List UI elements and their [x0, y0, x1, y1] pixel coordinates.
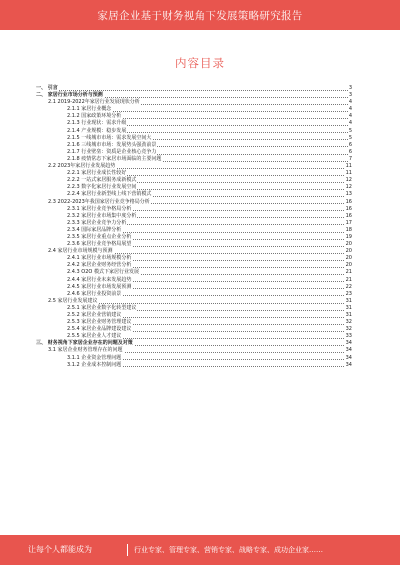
toc-entry-page: 31 — [345, 312, 352, 318]
toc-entry-label: 2.2.1 家居行业成长性较好 — [67, 170, 127, 177]
toc-entry[interactable] — [36, 227, 352, 234]
report-title: 家居企业基于财务视角下发展策略研究报告 — [97, 10, 303, 22]
toc-entry-page: 34 — [345, 361, 352, 368]
toc-entry-page: 20 — [345, 248, 352, 255]
toc-entry-page: 19 — [345, 233, 352, 240]
toc-entry-page: 4 — [348, 106, 352, 113]
toc-entry-label: 2.1.7 行业壁垒：资质是企业核心竞争力 — [67, 148, 157, 155]
toc-entry-label: 2.1.2 国家政策环境分析 — [67, 113, 122, 120]
toc-entry-page: 4 — [348, 113, 352, 120]
toc-entry-label: 2.1.4 产业规模：稳步发展 — [67, 127, 127, 134]
toc-entry-label: 三、 财务视角下家居企业存在的问题及对策 — [36, 340, 133, 347]
toc-entry-label: 2.3.5 家居行业重点企业分析 — [67, 233, 132, 240]
toc-entry-label: 2.5.3 家居企业财务管理建议 — [67, 319, 132, 326]
table-of-contents — [36, 85, 352, 369]
toc-entry[interactable] — [36, 156, 352, 163]
toc-entry-label: 2.3 2022-2023年我国家居行业竞争格局分析 — [48, 198, 150, 205]
toc-entry-page: 21 — [345, 276, 352, 283]
footer-bar — [0, 535, 400, 565]
toc-entry-label: 2.5 家居行业发展建议 — [48, 297, 98, 304]
dot-leader — [36, 90, 352, 91]
toc-entry-page: 7 — [348, 155, 352, 162]
toc-entry-page: 20 — [345, 241, 352, 248]
toc-entry-label: 2.3.6 家居行业竞争格局展望 — [67, 241, 132, 248]
toc-entry[interactable] — [36, 234, 352, 241]
toc-entry[interactable] — [36, 220, 352, 227]
toc-entry-label: 2.3.2 家居行业市场集中度分析 — [67, 212, 137, 219]
toc-entry-label: 2.1.6 三线城市市场：发展势头强劲前景 — [67, 141, 157, 148]
toc-entry-page: 5 — [348, 134, 352, 141]
toc-entry-page: 4 — [348, 120, 352, 127]
toc-heading: 内容目录 — [175, 56, 225, 70]
toc-entry[interactable] — [36, 199, 352, 206]
toc-entry-label: 3.1.2 企业成本控制问题 — [67, 361, 122, 368]
toc-entry[interactable] — [36, 284, 352, 291]
toc-entry-page: 3 — [348, 92, 352, 99]
toc-entry-label: 2.3.1 家居行业竞争格局分析 — [67, 205, 132, 212]
toc-entry[interactable] — [36, 291, 352, 298]
toc-entry-label: 二、 家居行业市场分析与预测 — [36, 92, 103, 99]
toc-entry[interactable] — [36, 362, 352, 369]
toc-entry-page: 23 — [345, 290, 352, 297]
toc-entry-page: 20 — [345, 262, 352, 269]
toc-entry-page: 11 — [345, 170, 352, 177]
toc-entry-page: 21 — [345, 269, 352, 276]
toc-entry-label: 一、 引言 — [36, 85, 58, 91]
toc-entry[interactable] — [36, 120, 352, 127]
toc-entry-page: 33 — [345, 333, 352, 340]
toc-entry-page: 12 — [345, 184, 352, 191]
toc-entry-page: 5 — [348, 127, 352, 134]
toc-entry-label: 2.4 家居行业市场规模与预测 — [48, 248, 113, 255]
toc-entry[interactable] — [36, 206, 352, 213]
toc-entry[interactable] — [36, 213, 352, 220]
toc-entry-page: 12 — [345, 177, 352, 184]
toc-entry-label: 3.1.1 企业资金管理问题 — [67, 354, 122, 361]
footer-divider — [127, 544, 128, 556]
toc-entry-label: 2.2 2023年家居行业发展趋势 — [48, 163, 116, 170]
header-bar — [0, 0, 400, 30]
toc-entry-label: 2.4.1 家居行业市场规模分析 — [67, 255, 132, 262]
toc-entry-page: 32 — [345, 319, 352, 326]
footer-slogan: 让每个人都能成为 — [28, 545, 92, 554]
toc-entry-label: 2.5.1 家居企业数字化转型建议 — [67, 304, 137, 311]
toc-entry[interactable] — [36, 355, 352, 362]
toc-entry-label: 2.1.1 家居行业概念 — [67, 106, 112, 113]
toc-entry[interactable] — [36, 128, 352, 135]
toc-entry[interactable] — [36, 305, 352, 312]
toc-entry-label: 2.5.5 家居企业人才建议 — [67, 333, 122, 340]
toc-entry-page: 31 — [345, 304, 352, 311]
toc-entry-label: 2.4.2 家居企业财务经营分析 — [67, 262, 132, 269]
toc-entry-page: 17 — [345, 219, 352, 226]
toc-entry-page: 4 — [348, 99, 352, 106]
toc-entry-label: 2.2.3 数字化家居行业发展空间 — [67, 184, 137, 191]
toc-entry-page: 16 — [345, 198, 352, 205]
toc-entry-page: 34 — [345, 340, 352, 347]
toc-entry-label: 3.1 家居企业财务管理存在的问题 — [48, 347, 123, 354]
toc-entry[interactable] — [36, 347, 352, 354]
toc-entry-page: 20 — [345, 255, 352, 262]
toc-entry-label: 2.1.5 一线城市市场：需求发展空间大 — [67, 134, 152, 141]
toc-entry-label: 2.4.4 家居行业未来发展趋势 — [67, 276, 132, 283]
toc-entry-page: 3 — [348, 85, 352, 91]
toc-entry-page: 11 — [345, 163, 352, 170]
toc-entry-label: 2.3.3 家居企业竞争力分析 — [67, 219, 127, 226]
toc-entry-label: 2.3.4 国际家居品牌分析 — [67, 226, 122, 233]
toc-entry-label: 2.1.8 疫情常态下家居市场面临的主要问题 — [67, 155, 162, 162]
toc-entry-page: 22 — [345, 283, 352, 290]
toc-entry-label: 2.5.2 家居企业营销建议 — [67, 312, 122, 318]
toc-entry-page: 6 — [348, 148, 352, 155]
toc-entry-page: 16 — [345, 212, 352, 219]
toc-entry-page: 18 — [345, 226, 352, 233]
toc-entry[interactable] — [36, 142, 352, 149]
toc-entry-page: 13 — [345, 191, 352, 198]
toc-entry[interactable] — [36, 191, 352, 198]
toc-entry[interactable] — [36, 149, 352, 156]
toc-entry-label: 2.2.2 一站式家居服务成新模式 — [67, 177, 137, 184]
toc-entry[interactable] — [36, 135, 352, 142]
toc-entry[interactable] — [36, 298, 352, 305]
toc-entry-page: 16 — [345, 205, 352, 212]
toc-entry-label: 2.4.3 O2O 模式下家居行业发展 — [67, 269, 139, 276]
toc-entry-page: 6 — [348, 141, 352, 148]
toc-entry-label: 2.2.4 家居行业新型线上线下营销模式 — [67, 191, 152, 198]
footer-roles: 行业专家、管理专家、营销专家、战略专家、成功企业家…… — [134, 546, 323, 554]
toc-entry-page: 34 — [345, 354, 352, 361]
toc-entry-label: 2.1.3 行业现状：需求升级 — [67, 120, 127, 127]
toc-entry-label: 2.5.4 家居企业品牌建设建议 — [67, 326, 132, 333]
toc-entry[interactable] — [36, 277, 352, 284]
toc-entry-label: 2.4.5 家居行业市场发展预测 — [67, 283, 132, 290]
toc-entry-page: 31 — [345, 297, 352, 304]
toc-entry-label: 2.1 2019-2022年家居行业发展现状分析 — [48, 99, 140, 106]
toc-entry-page: 34 — [345, 347, 352, 354]
toc-entry-label: 2.4.6 家居行业投资前景 — [67, 290, 122, 297]
toc-entry[interactable] — [36, 269, 352, 276]
toc-entry-page: 32 — [345, 326, 352, 333]
